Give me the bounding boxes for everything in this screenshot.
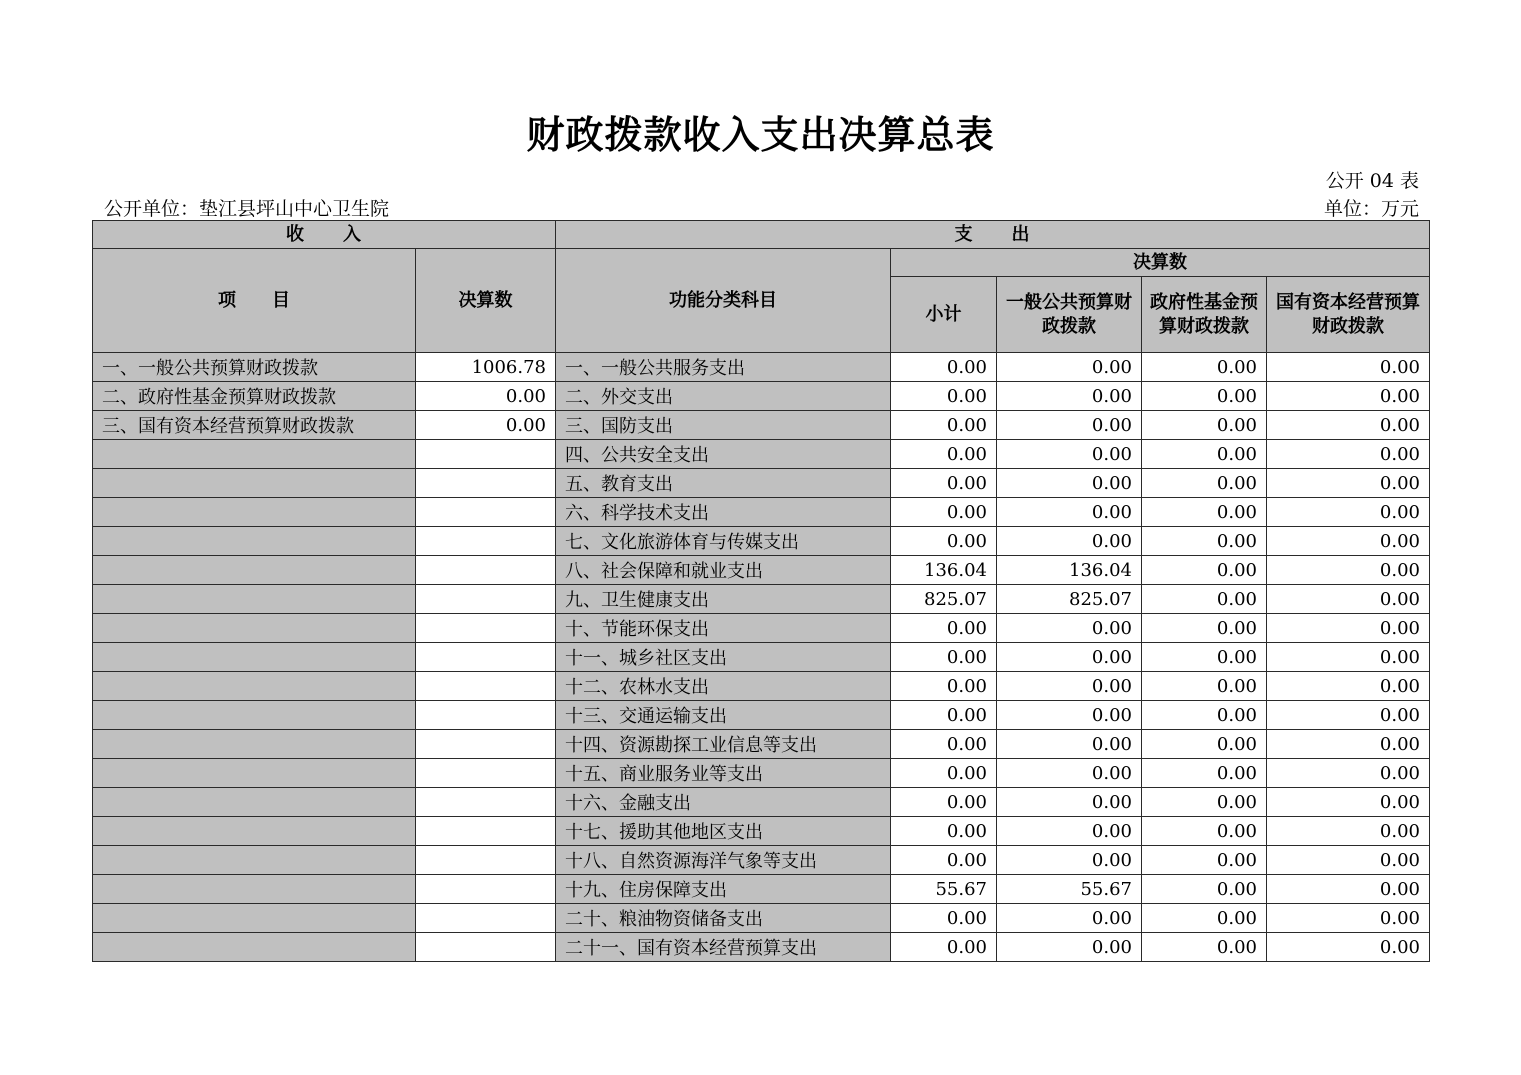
state-capital-cell: 0.00 [1267, 469, 1430, 498]
subtotal-cell: 0.00 [891, 788, 997, 817]
function-category-cell: 三、国防支出 [556, 411, 891, 440]
table-row [93, 382, 1430, 411]
state-capital-cell: 0.00 [1267, 672, 1430, 701]
subtotal-column-header: 小计 [891, 277, 997, 353]
table-body [93, 353, 1430, 962]
income-amount-cell [416, 933, 556, 962]
state-capital-cell: 0.00 [1267, 556, 1430, 585]
income-amount-cell [416, 527, 556, 556]
expense-section-header: 支 出 [556, 221, 1430, 249]
general-budget-cell: 0.00 [997, 614, 1142, 643]
gov-fund-cell: 0.00 [1142, 672, 1267, 701]
income-amount-cell [416, 643, 556, 672]
function-category-cell: 七、文化旅游体育与传媒支出 [556, 527, 891, 556]
gov-fund-cell: 0.00 [1142, 585, 1267, 614]
subtotal-cell: 0.00 [891, 643, 997, 672]
function-category-cell: 二、外交支出 [556, 382, 891, 411]
income-item-cell [93, 701, 416, 730]
state-capital-column-header: 国有资本经营预算财政拨款 [1267, 277, 1430, 353]
table-row [93, 353, 1430, 382]
gov-fund-column-header: 政府性基金预算财政拨款 [1142, 277, 1267, 353]
subtotal-cell: 0.00 [891, 846, 997, 875]
function-category-cell: 十五、商业服务业等支出 [556, 759, 891, 788]
function-category-cell: 九、卫生健康支出 [556, 585, 891, 614]
income-item-cell [93, 585, 416, 614]
general-budget-cell: 0.00 [997, 730, 1142, 759]
table-row [93, 469, 1430, 498]
income-item-cell [93, 556, 416, 585]
function-category-cell: 二十一、国有资本经营预算支出 [556, 933, 891, 962]
income-amount-cell [416, 817, 556, 846]
general-budget-column-header: 一般公共预算财政拨款 [997, 277, 1142, 353]
income-item-cell [93, 527, 416, 556]
gov-fund-cell: 0.00 [1142, 759, 1267, 788]
state-capital-cell: 0.00 [1267, 353, 1430, 382]
table-row [93, 730, 1430, 759]
table-row [93, 817, 1430, 846]
income-amount-cell [416, 440, 556, 469]
general-budget-cell: 0.00 [997, 643, 1142, 672]
currency-unit: 单位：万元 [1323, 198, 1419, 220]
state-capital-cell: 0.00 [1267, 411, 1430, 440]
income-amount-cell [416, 585, 556, 614]
state-capital-cell: 0.00 [1267, 614, 1430, 643]
gov-fund-cell: 0.00 [1142, 556, 1267, 585]
table-row [93, 643, 1430, 672]
function-category-cell: 五、教育支出 [556, 469, 891, 498]
general-budget-cell: 0.00 [997, 904, 1142, 933]
gov-fund-cell: 0.00 [1142, 440, 1267, 469]
general-budget-cell: 0.00 [997, 440, 1142, 469]
income-amount-cell: 1006.78 [416, 353, 556, 382]
income-section-header: 收 入 [93, 221, 556, 249]
general-budget-cell: 136.04 [997, 556, 1142, 585]
table-row [93, 527, 1430, 556]
subtotal-cell: 0.00 [891, 933, 997, 962]
function-category-cell: 十二、农林水支出 [556, 672, 891, 701]
table-row [93, 585, 1430, 614]
function-category-cell: 十七、援助其他地区支出 [556, 817, 891, 846]
subtotal-cell: 0.00 [891, 411, 997, 440]
income-amount-cell [416, 556, 556, 585]
subtotal-cell: 0.00 [891, 672, 997, 701]
state-capital-cell: 0.00 [1267, 498, 1430, 527]
state-capital-cell: 0.00 [1267, 788, 1430, 817]
subtotal-cell: 0.00 [891, 614, 997, 643]
function-category-column-header: 功能分类科目 [556, 249, 891, 353]
gov-fund-cell: 0.00 [1142, 933, 1267, 962]
gov-fund-cell: 0.00 [1142, 643, 1267, 672]
table-row [93, 556, 1430, 585]
general-budget-cell: 0.00 [997, 353, 1142, 382]
state-capital-cell: 0.00 [1267, 817, 1430, 846]
subtotal-cell: 0.00 [891, 730, 997, 759]
income-amount-cell: 0.00 [416, 382, 556, 411]
page-title: 财政拨款收入支出决算总表 [526, 112, 995, 157]
function-category-cell: 八、社会保障和就业支出 [556, 556, 891, 585]
gov-fund-cell: 0.00 [1142, 353, 1267, 382]
state-capital-cell: 0.00 [1267, 846, 1430, 875]
function-category-cell: 十八、自然资源海洋气象等支出 [556, 846, 891, 875]
general-budget-cell: 0.00 [997, 469, 1142, 498]
gov-fund-cell: 0.00 [1142, 469, 1267, 498]
income-amount-cell: 0.00 [416, 411, 556, 440]
state-capital-cell: 0.00 [1267, 904, 1430, 933]
state-capital-cell: 0.00 [1267, 875, 1430, 904]
state-capital-cell: 0.00 [1267, 933, 1430, 962]
form-number: 公开 04 表 [1325, 170, 1419, 192]
gov-fund-cell: 0.00 [1142, 411, 1267, 440]
gov-fund-cell: 0.00 [1142, 730, 1267, 759]
final-amount-group-header: 决算数 [891, 249, 1430, 277]
table-row [93, 411, 1430, 440]
subtotal-cell: 0.00 [891, 382, 997, 411]
income-amount-cell [416, 730, 556, 759]
income-item-cell: 二、政府性基金预算财政拨款 [93, 382, 416, 411]
income-item-cell [93, 643, 416, 672]
gov-fund-cell: 0.00 [1142, 498, 1267, 527]
table-row [93, 440, 1430, 469]
income-amount-cell [416, 846, 556, 875]
subtotal-cell: 0.00 [891, 759, 997, 788]
table-row [93, 614, 1430, 643]
state-capital-cell: 0.00 [1267, 730, 1430, 759]
income-item-cell [93, 846, 416, 875]
income-item-cell [93, 730, 416, 759]
subtotal-cell: 0.00 [891, 469, 997, 498]
gov-fund-cell: 0.00 [1142, 904, 1267, 933]
income-item-cell [93, 759, 416, 788]
general-budget-cell: 0.00 [997, 846, 1142, 875]
income-amount-cell [416, 498, 556, 527]
state-capital-cell: 0.00 [1267, 440, 1430, 469]
gov-fund-cell: 0.00 [1142, 382, 1267, 411]
state-capital-cell: 0.00 [1267, 382, 1430, 411]
function-category-cell: 十一、城乡社区支出 [556, 643, 891, 672]
income-item-cell [93, 933, 416, 962]
table-row [93, 672, 1430, 701]
general-budget-cell: 825.07 [997, 585, 1142, 614]
general-budget-cell: 0.00 [997, 498, 1142, 527]
function-category-cell: 一、一般公共服务支出 [556, 353, 891, 382]
general-budget-cell: 0.00 [997, 788, 1142, 817]
income-amount-cell [416, 614, 556, 643]
general-budget-cell: 55.67 [997, 875, 1142, 904]
income-amount-cell [416, 788, 556, 817]
reporting-unit: 公开单位：垫江县坪山中心卫生院 [104, 198, 390, 220]
gov-fund-cell: 0.00 [1142, 788, 1267, 817]
income-amount-cell [416, 469, 556, 498]
income-item-cell [93, 817, 416, 846]
table-row [93, 498, 1430, 527]
income-amount-column-header: 决算数 [416, 249, 556, 353]
subtotal-cell: 0.00 [891, 817, 997, 846]
income-item-cell [93, 614, 416, 643]
table-row [93, 933, 1430, 962]
subtotal-cell: 0.00 [891, 353, 997, 382]
income-item-cell [93, 788, 416, 817]
general-budget-cell: 0.00 [997, 672, 1142, 701]
subtotal-cell: 136.04 [891, 556, 997, 585]
gov-fund-cell: 0.00 [1142, 875, 1267, 904]
gov-fund-cell: 0.00 [1142, 701, 1267, 730]
state-capital-cell: 0.00 [1267, 527, 1430, 556]
function-category-cell: 十三、交通运输支出 [556, 701, 891, 730]
table-row [93, 875, 1430, 904]
function-category-cell: 十、节能环保支出 [556, 614, 891, 643]
state-capital-cell: 0.00 [1267, 585, 1430, 614]
gov-fund-cell: 0.00 [1142, 817, 1267, 846]
function-category-cell: 二十、粮油物资储备支出 [556, 904, 891, 933]
general-budget-cell: 0.00 [997, 527, 1142, 556]
income-amount-cell [416, 904, 556, 933]
subtotal-cell: 825.07 [891, 585, 997, 614]
state-capital-cell: 0.00 [1267, 701, 1430, 730]
income-amount-cell [416, 701, 556, 730]
gov-fund-cell: 0.00 [1142, 614, 1267, 643]
fiscal-appropriation-table [92, 220, 1430, 962]
subtotal-cell: 0.00 [891, 498, 997, 527]
subtotal-cell: 0.00 [891, 440, 997, 469]
function-category-cell: 十六、金融支出 [556, 788, 891, 817]
income-item-cell: 一、一般公共预算财政拨款 [93, 353, 416, 382]
general-budget-cell: 0.00 [997, 701, 1142, 730]
income-item-cell [93, 875, 416, 904]
table-row [93, 788, 1430, 817]
subtotal-cell: 0.00 [891, 904, 997, 933]
income-item-cell: 三、国有资本经营预算财政拨款 [93, 411, 416, 440]
table-row [93, 846, 1430, 875]
subtotal-cell: 0.00 [891, 527, 997, 556]
gov-fund-cell: 0.00 [1142, 846, 1267, 875]
general-budget-cell: 0.00 [997, 411, 1142, 440]
gov-fund-cell: 0.00 [1142, 527, 1267, 556]
function-category-cell: 四、公共安全支出 [556, 440, 891, 469]
item-column-header: 项 目 [93, 249, 416, 353]
table-row [93, 904, 1430, 933]
state-capital-cell: 0.00 [1267, 643, 1430, 672]
state-capital-cell: 0.00 [1267, 759, 1430, 788]
general-budget-cell: 0.00 [997, 382, 1142, 411]
income-amount-cell [416, 875, 556, 904]
general-budget-cell: 0.00 [997, 817, 1142, 846]
income-item-cell [93, 672, 416, 701]
table-row [93, 701, 1430, 730]
function-category-cell: 十九、住房保障支出 [556, 875, 891, 904]
function-category-cell: 六、科学技术支出 [556, 498, 891, 527]
income-amount-cell [416, 759, 556, 788]
income-amount-cell [416, 672, 556, 701]
general-budget-cell: 0.00 [997, 759, 1142, 788]
general-budget-cell: 0.00 [997, 933, 1142, 962]
income-item-cell [93, 469, 416, 498]
income-item-cell [93, 498, 416, 527]
income-item-cell [93, 904, 416, 933]
income-item-cell [93, 440, 416, 469]
table-row [93, 759, 1430, 788]
subtotal-cell: 55.67 [891, 875, 997, 904]
function-category-cell: 十四、资源勘探工业信息等支出 [556, 730, 891, 759]
subtotal-cell: 0.00 [891, 701, 997, 730]
